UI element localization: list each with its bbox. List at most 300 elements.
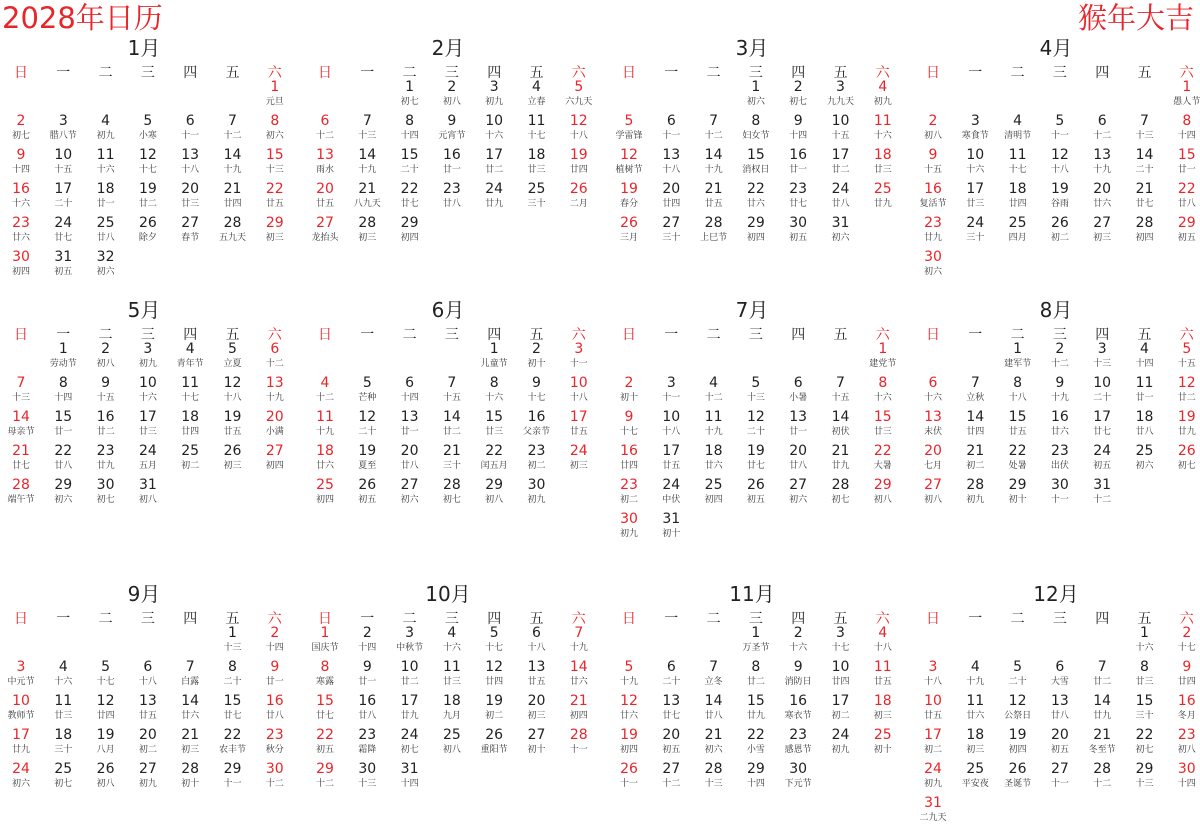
day-cell bbox=[304, 624, 346, 658]
lunar-date: 妇女节 bbox=[742, 131, 770, 141]
lunar-date: 初四 bbox=[1135, 233, 1154, 243]
day-cell bbox=[1039, 340, 1081, 374]
day-number: 30 bbox=[620, 511, 638, 527]
day-cell bbox=[346, 442, 388, 476]
day-number: 3 bbox=[489, 79, 499, 95]
day-cell bbox=[212, 442, 254, 476]
day-number: 13 bbox=[1050, 693, 1069, 709]
day-number: 6 bbox=[1055, 659, 1065, 675]
day-number: 28 bbox=[223, 215, 242, 231]
lunar-date: 初八 bbox=[442, 97, 461, 107]
day-cell bbox=[954, 146, 996, 180]
day-number: 8 bbox=[58, 375, 68, 391]
lunar-date: 大雪 bbox=[1050, 677, 1069, 687]
lunar-date: 廿一 bbox=[54, 427, 73, 437]
day-number: 11 bbox=[1135, 375, 1154, 391]
day-number: 7 bbox=[1097, 659, 1107, 675]
day-cell bbox=[1124, 214, 1166, 248]
day-cell bbox=[127, 760, 169, 794]
lunar-date: 小暑 bbox=[789, 393, 808, 403]
day-cell bbox=[389, 112, 431, 146]
lunar-date: 十二 bbox=[223, 131, 242, 141]
weekday-header: 二 bbox=[706, 65, 721, 81]
weekday-header: 四 bbox=[183, 611, 198, 627]
lunar-date: 廿八 bbox=[358, 711, 377, 721]
day-number: 20 bbox=[789, 443, 808, 459]
day-cell bbox=[862, 476, 904, 510]
day-number: 27 bbox=[662, 761, 681, 777]
day-number: 3 bbox=[574, 341, 584, 357]
lunar-date: 十二 bbox=[704, 393, 723, 403]
day-cell bbox=[127, 658, 169, 692]
day-number: 21 bbox=[181, 727, 200, 743]
day-cell bbox=[912, 692, 954, 726]
day-number: 29 bbox=[54, 477, 73, 493]
lunar-date: 十六 bbox=[789, 643, 808, 653]
day-number: 16 bbox=[358, 693, 377, 709]
day-number: 27 bbox=[181, 215, 200, 231]
day-cell bbox=[85, 214, 127, 248]
day-cell bbox=[997, 658, 1039, 692]
lunar-date: 廿四 bbox=[181, 427, 200, 437]
day-cell bbox=[254, 180, 296, 214]
day-number: 26 bbox=[223, 443, 242, 459]
day-cell bbox=[389, 408, 431, 442]
lunar-date: 十八 bbox=[569, 131, 588, 141]
day-cell bbox=[346, 374, 388, 408]
month-title: 2月 bbox=[431, 36, 465, 60]
day-number: 23 bbox=[789, 727, 808, 743]
day-number: 14 bbox=[181, 693, 200, 709]
day-number: 18 bbox=[442, 693, 461, 709]
lunar-date: 初四 bbox=[704, 495, 723, 505]
day-cell bbox=[693, 476, 735, 510]
day-number: 28 bbox=[569, 727, 588, 743]
lunar-date: 十四 bbox=[1135, 359, 1154, 369]
day-cell bbox=[212, 374, 254, 408]
lunar-date: 龙抬头 bbox=[311, 233, 339, 243]
day-cell bbox=[820, 692, 862, 726]
day-cell bbox=[650, 760, 692, 794]
day-number: 30 bbox=[12, 249, 30, 265]
lunar-date: 廿一 bbox=[1177, 165, 1196, 175]
day-cell bbox=[254, 408, 296, 442]
day-cell bbox=[1166, 442, 1200, 476]
day-cell bbox=[735, 624, 777, 658]
lunar-date: 初七 bbox=[831, 495, 850, 505]
day-cell bbox=[169, 408, 211, 442]
day-cell bbox=[735, 374, 777, 408]
day-number: 24 bbox=[12, 761, 30, 777]
lunar-date: 二十 bbox=[1135, 165, 1154, 175]
lunar-date: 寒衣节 bbox=[784, 711, 812, 721]
lunar-date: 廿七 bbox=[746, 461, 765, 471]
day-cell bbox=[389, 726, 431, 760]
day-number: 23 bbox=[1050, 443, 1069, 459]
day-cell bbox=[1124, 374, 1166, 408]
lunar-date: 廿八 bbox=[400, 461, 419, 471]
weekday-header: 二 bbox=[1010, 611, 1025, 627]
lunar-date: 十八 bbox=[527, 643, 546, 653]
day-number: 28 bbox=[181, 761, 200, 777]
day-number: 3 bbox=[1097, 341, 1107, 357]
weekday-header: 二 bbox=[402, 611, 417, 627]
day-cell bbox=[516, 476, 558, 510]
lunar-date: 国庆节 bbox=[311, 643, 339, 653]
day-cell bbox=[820, 214, 862, 248]
month-title: 7月 bbox=[735, 298, 769, 322]
day-cell bbox=[862, 112, 904, 146]
day-number: 14 bbox=[442, 409, 461, 425]
lunar-date: 初九 bbox=[831, 745, 850, 755]
lunar-date: 复活节 bbox=[919, 199, 947, 209]
day-cell bbox=[954, 374, 996, 408]
weekday-header: 日 bbox=[14, 65, 28, 81]
lunar-date: 十三 bbox=[1093, 359, 1112, 369]
day-number: 20 bbox=[400, 443, 419, 459]
lunar-date: 初六 bbox=[54, 495, 73, 505]
lunar-date: 十九 bbox=[704, 165, 723, 175]
weekday-header: 五 bbox=[225, 65, 240, 81]
day-cell bbox=[608, 760, 650, 794]
day-number: 21 bbox=[1135, 181, 1154, 197]
lunar-date: 十三 bbox=[1135, 131, 1154, 141]
weekday-header: 日 bbox=[622, 611, 636, 627]
lunar-date: 廿六 bbox=[1050, 427, 1069, 437]
day-cell bbox=[516, 726, 558, 760]
day-cell bbox=[42, 248, 84, 282]
day-number: 1 bbox=[489, 341, 499, 357]
weekday-header: 四 bbox=[183, 65, 198, 81]
day-number: 23 bbox=[924, 215, 942, 231]
day-number: 30 bbox=[527, 477, 546, 493]
day-cell bbox=[1166, 726, 1200, 760]
lunar-date: 廿五 bbox=[223, 427, 242, 437]
lunar-date: 二十 bbox=[1008, 677, 1027, 687]
day-number: 11 bbox=[316, 409, 334, 425]
day-cell bbox=[954, 658, 996, 692]
day-number: 24 bbox=[54, 215, 73, 231]
day-number: 13 bbox=[527, 659, 546, 675]
weekday-header: 五 bbox=[833, 65, 848, 81]
day-number: 31 bbox=[831, 215, 850, 231]
lunar-date: 廿三 bbox=[442, 677, 461, 687]
weekday-header: 三 bbox=[140, 611, 155, 627]
lunar-date: 廿七 bbox=[662, 711, 681, 721]
day-cell bbox=[389, 78, 431, 112]
day-cell bbox=[1081, 180, 1123, 214]
day-number: 4 bbox=[447, 625, 457, 641]
day-cell bbox=[0, 476, 42, 510]
day-number: 10 bbox=[966, 147, 985, 163]
day-number: 8 bbox=[405, 113, 415, 129]
day-number: 8 bbox=[1182, 113, 1192, 129]
lunar-date: 初六 bbox=[1135, 461, 1154, 471]
day-number: 25 bbox=[527, 181, 546, 197]
day-number: 3 bbox=[405, 625, 415, 641]
lunar-date: 廿二 bbox=[1177, 393, 1196, 403]
day-cell bbox=[85, 340, 127, 374]
day-cell bbox=[1081, 146, 1123, 180]
weekday-header: 六 bbox=[1179, 65, 1194, 81]
day-number: 9 bbox=[793, 659, 803, 675]
lunar-date: 廿二 bbox=[485, 165, 504, 175]
day-cell bbox=[346, 476, 388, 510]
lunar-date: 廿九 bbox=[923, 233, 942, 243]
lunar-date: 小寒 bbox=[138, 131, 157, 141]
weekday-header: 三 bbox=[444, 65, 459, 81]
lunar-date: 十四 bbox=[746, 779, 765, 789]
day-cell bbox=[85, 692, 127, 726]
day-number: 10 bbox=[662, 409, 681, 425]
lunar-date: 廿六 bbox=[746, 199, 765, 209]
day-number: 29 bbox=[316, 761, 334, 777]
weekday-header: 五 bbox=[529, 65, 544, 81]
lunar-date: 十九 bbox=[704, 427, 723, 437]
day-number: 9 bbox=[16, 147, 26, 163]
day-cell bbox=[42, 374, 84, 408]
day-cell bbox=[1166, 658, 1200, 692]
day-number: 31 bbox=[662, 511, 681, 527]
day-cell bbox=[473, 146, 515, 180]
lunar-date: 初七 bbox=[789, 97, 808, 107]
day-cell bbox=[1039, 692, 1081, 726]
day-cell bbox=[346, 146, 388, 180]
day-cell bbox=[346, 112, 388, 146]
weekday-header: 日 bbox=[926, 611, 940, 627]
day-cell bbox=[820, 78, 862, 112]
lunar-date: 十三 bbox=[358, 779, 377, 789]
day-number: 14 bbox=[704, 693, 723, 709]
lunar-date: 廿四 bbox=[569, 165, 588, 175]
lunar-date: 初九 bbox=[619, 529, 638, 539]
lunar-date: 芒种 bbox=[358, 393, 377, 403]
lunar-date: 初六 bbox=[789, 495, 808, 505]
day-number: 23 bbox=[789, 181, 808, 197]
lunar-date: 十六 bbox=[485, 393, 504, 403]
day-number: 3 bbox=[836, 79, 845, 95]
day-number: 20 bbox=[662, 181, 681, 197]
day-number: 24 bbox=[966, 215, 985, 231]
day-cell bbox=[254, 442, 296, 476]
day-cell bbox=[212, 340, 254, 374]
lunar-date: 十四 bbox=[358, 643, 377, 653]
weekday-header: 六 bbox=[267, 65, 282, 81]
day-cell bbox=[650, 180, 692, 214]
day-number: 22 bbox=[1008, 443, 1027, 459]
day-cell bbox=[997, 476, 1039, 510]
day-cell bbox=[0, 146, 42, 180]
lunar-date: 廿六 bbox=[966, 711, 985, 721]
day-number: 27 bbox=[1050, 761, 1069, 777]
day-cell bbox=[0, 180, 42, 214]
day-cell bbox=[777, 476, 819, 510]
day-number: 28 bbox=[12, 477, 30, 493]
day-number: 13 bbox=[662, 147, 681, 163]
day-number: 18 bbox=[873, 693, 892, 709]
day-number: 17 bbox=[966, 181, 985, 197]
day-cell bbox=[127, 476, 169, 510]
day-cell bbox=[912, 794, 954, 828]
lunar-date: 初二 bbox=[1050, 233, 1069, 243]
lunar-date: 初十 bbox=[527, 359, 546, 369]
day-cell bbox=[304, 658, 346, 692]
lunar-date: 初二 bbox=[966, 461, 985, 471]
day-number: 8 bbox=[1013, 375, 1023, 391]
lunar-date: 初四 bbox=[619, 745, 638, 755]
day-number: 8 bbox=[489, 375, 499, 391]
day-cell bbox=[912, 112, 954, 146]
month-title: 9月 bbox=[127, 582, 161, 606]
day-cell bbox=[169, 692, 211, 726]
lunar-date: 廿一 bbox=[789, 165, 808, 175]
day-number: 28 bbox=[442, 477, 461, 493]
day-cell bbox=[954, 214, 996, 248]
lunar-date: 十六 bbox=[442, 643, 461, 653]
day-cell bbox=[735, 692, 777, 726]
day-number: 9 bbox=[532, 375, 541, 391]
day-cell bbox=[650, 476, 692, 510]
lunar-date: 廿四 bbox=[831, 677, 850, 687]
day-cell bbox=[0, 760, 42, 794]
day-number: 25 bbox=[1008, 215, 1027, 231]
day-cell bbox=[693, 692, 735, 726]
lunar-date: 立夏 bbox=[223, 359, 242, 369]
day-number: 4 bbox=[532, 79, 541, 95]
lunar-date: 廿五 bbox=[315, 199, 334, 209]
day-number: 14 bbox=[12, 409, 30, 425]
day-cell bbox=[254, 692, 296, 726]
lunar-date: 初七 bbox=[400, 745, 419, 755]
day-cell bbox=[85, 760, 127, 794]
day-cell bbox=[650, 510, 692, 544]
lunar-date: 十六 bbox=[138, 393, 157, 403]
lunar-date: 十八 bbox=[1050, 165, 1069, 175]
lunar-date: 廿七 bbox=[54, 233, 73, 243]
month-title: 11月 bbox=[729, 582, 775, 606]
day-number: 2 bbox=[532, 341, 541, 357]
day-number: 30 bbox=[789, 215, 808, 231]
day-cell bbox=[127, 374, 169, 408]
day-cell bbox=[254, 214, 296, 248]
month-title: 12月 bbox=[1033, 582, 1079, 606]
day-number: 10 bbox=[138, 375, 157, 391]
weekday-header: 一 bbox=[56, 65, 71, 81]
day-cell bbox=[777, 442, 819, 476]
lunar-date: 廿七 bbox=[223, 711, 242, 721]
lunar-date: 冬至节 bbox=[1088, 745, 1116, 755]
lunar-date: 十八 bbox=[1008, 393, 1027, 403]
lunar-date: 廿一 bbox=[400, 427, 419, 437]
lunar-date: 初五 bbox=[1093, 461, 1112, 471]
day-number: 18 bbox=[1008, 181, 1027, 197]
day-cell bbox=[558, 658, 600, 692]
day-cell bbox=[169, 112, 211, 146]
lunar-date: 十五 bbox=[54, 165, 73, 175]
day-number: 4 bbox=[709, 375, 719, 391]
lunar-date: 廿六 bbox=[11, 233, 30, 243]
lunar-date: 廿八 bbox=[704, 711, 723, 721]
day-number: 1 bbox=[751, 79, 761, 95]
day-cell bbox=[431, 146, 473, 180]
day-cell bbox=[912, 408, 954, 442]
lunar-date: 廿四 bbox=[1008, 199, 1027, 209]
lunar-date: 初三 bbox=[527, 711, 546, 721]
lunar-date: 十三 bbox=[746, 393, 765, 403]
lunar-date: 小雪 bbox=[746, 745, 765, 755]
lunar-date: 廿九 bbox=[1093, 711, 1112, 721]
day-cell bbox=[954, 442, 996, 476]
lunar-date: 十八 bbox=[662, 427, 681, 437]
day-number: 27 bbox=[789, 477, 808, 493]
lunar-date: 初十 bbox=[662, 529, 681, 539]
day-number: 11 bbox=[873, 659, 892, 675]
day-number: 26 bbox=[358, 477, 377, 493]
day-number: 6 bbox=[1097, 113, 1107, 129]
day-cell bbox=[169, 726, 211, 760]
day-cell bbox=[431, 658, 473, 692]
day-number: 3 bbox=[58, 113, 68, 129]
day-number: 13 bbox=[662, 693, 681, 709]
day-cell bbox=[389, 146, 431, 180]
day-cell bbox=[1081, 112, 1123, 146]
day-cell bbox=[42, 408, 84, 442]
day-number: 20 bbox=[316, 181, 334, 197]
day-cell bbox=[820, 442, 862, 476]
day-cell bbox=[304, 112, 346, 146]
lunar-date: 十二 bbox=[315, 393, 334, 403]
day-number: 15 bbox=[1177, 147, 1196, 163]
lunar-date: 十一 bbox=[181, 131, 200, 141]
lunar-date: 廿一 bbox=[96, 199, 115, 209]
day-number: 24 bbox=[138, 443, 157, 459]
lunar-date: 十二 bbox=[265, 359, 284, 369]
day-cell bbox=[304, 180, 346, 214]
lunar-date: 七月 bbox=[923, 461, 942, 471]
day-cell bbox=[431, 624, 473, 658]
day-number: 5 bbox=[751, 375, 761, 391]
day-number: 6 bbox=[793, 375, 803, 391]
day-cell bbox=[693, 726, 735, 760]
day-cell bbox=[558, 374, 600, 408]
lunar-date: 愚人节 bbox=[1173, 97, 1200, 107]
day-number: 1 bbox=[58, 341, 68, 357]
day-cell bbox=[777, 692, 819, 726]
day-number: 9 bbox=[447, 113, 457, 129]
weekday-header: 一 bbox=[360, 611, 375, 627]
lunar-date: 八月 bbox=[96, 745, 115, 755]
lunar-date: 初九 bbox=[96, 131, 115, 141]
day-number: 13 bbox=[265, 375, 284, 391]
day-number: 20 bbox=[181, 181, 200, 197]
day-number: 22 bbox=[746, 181, 765, 197]
day-cell bbox=[862, 374, 904, 408]
day-number: 20 bbox=[662, 727, 681, 743]
weekday-header: 五 bbox=[833, 611, 848, 627]
weekday-header: 三 bbox=[748, 327, 763, 343]
lunar-date: 霜降 bbox=[358, 745, 377, 755]
day-cell bbox=[85, 408, 127, 442]
lunar-date: 腊八节 bbox=[49, 131, 77, 141]
day-cell bbox=[608, 476, 650, 510]
weekday-header: 日 bbox=[318, 611, 332, 627]
day-number: 2 bbox=[1055, 341, 1065, 357]
day-number: 2 bbox=[16, 113, 26, 129]
lunar-date: 闰五月 bbox=[480, 461, 508, 471]
day-cell bbox=[735, 726, 777, 760]
day-number: 17 bbox=[569, 409, 588, 425]
lunar-date: 十六 bbox=[1135, 643, 1154, 653]
